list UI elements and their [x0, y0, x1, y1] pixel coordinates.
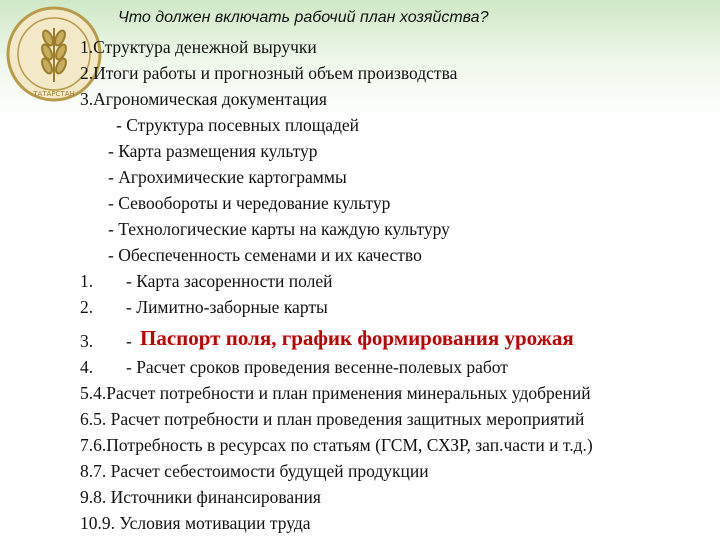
list-item: - Технологические карты на каждую культуру — [108, 219, 450, 239]
list-item: 1.Структура денежной выручки — [80, 37, 317, 57]
list-number: 3. — [80, 331, 94, 351]
list-item: 2.Итоги работы и прогнозный объем производства — [80, 63, 458, 83]
list-number: 4. — [80, 357, 94, 377]
list-item: 8.7. Расчет себестоимости будущей продукции — [80, 461, 429, 481]
slide-title: Что должен включать рабочий план хозяйства? — [118, 9, 489, 26]
list-item: 9.8. Источники финансирования — [80, 487, 321, 507]
list-item: - Обеспеченность семенами и их качество — [108, 245, 422, 265]
list-item: 5.4.Расчет потребности и план применения минеральных удобрений — [80, 383, 591, 403]
list-item: - Лимитно-заборные карты — [126, 297, 328, 317]
list-item: - Севообороты и чередование культур — [108, 193, 391, 213]
list-item: 10.9. Условия мотивации труда — [80, 513, 311, 533]
list-item: 6.5. Расчет потребности и план проведения защитных мероприятий — [80, 409, 585, 429]
list-item: - Структура посевных площадей — [116, 115, 360, 135]
list-item: 3.Агрономическая документация — [80, 89, 327, 109]
list-item: - Карта размещения культур — [108, 141, 318, 161]
list-number: 1. — [80, 271, 94, 291]
logo-lettering: ТАТАРСТАН — [33, 90, 75, 98]
list-number: 2. — [80, 297, 94, 317]
highlighted-item: Паспорт поля, график формирования урожая — [140, 326, 574, 350]
list-dash: - — [126, 331, 132, 351]
list-item: 7.6.Потребность в ресурсах по статьям (ГСМ, СХЗР, зап.части и т.д.) — [80, 435, 593, 455]
list-item: - Расчет сроков проведения весенне-полевых работ — [126, 357, 508, 377]
list-item: - Карта засоренности полей — [126, 271, 333, 291]
list-item: - Агрохимические картограммы — [108, 167, 347, 187]
